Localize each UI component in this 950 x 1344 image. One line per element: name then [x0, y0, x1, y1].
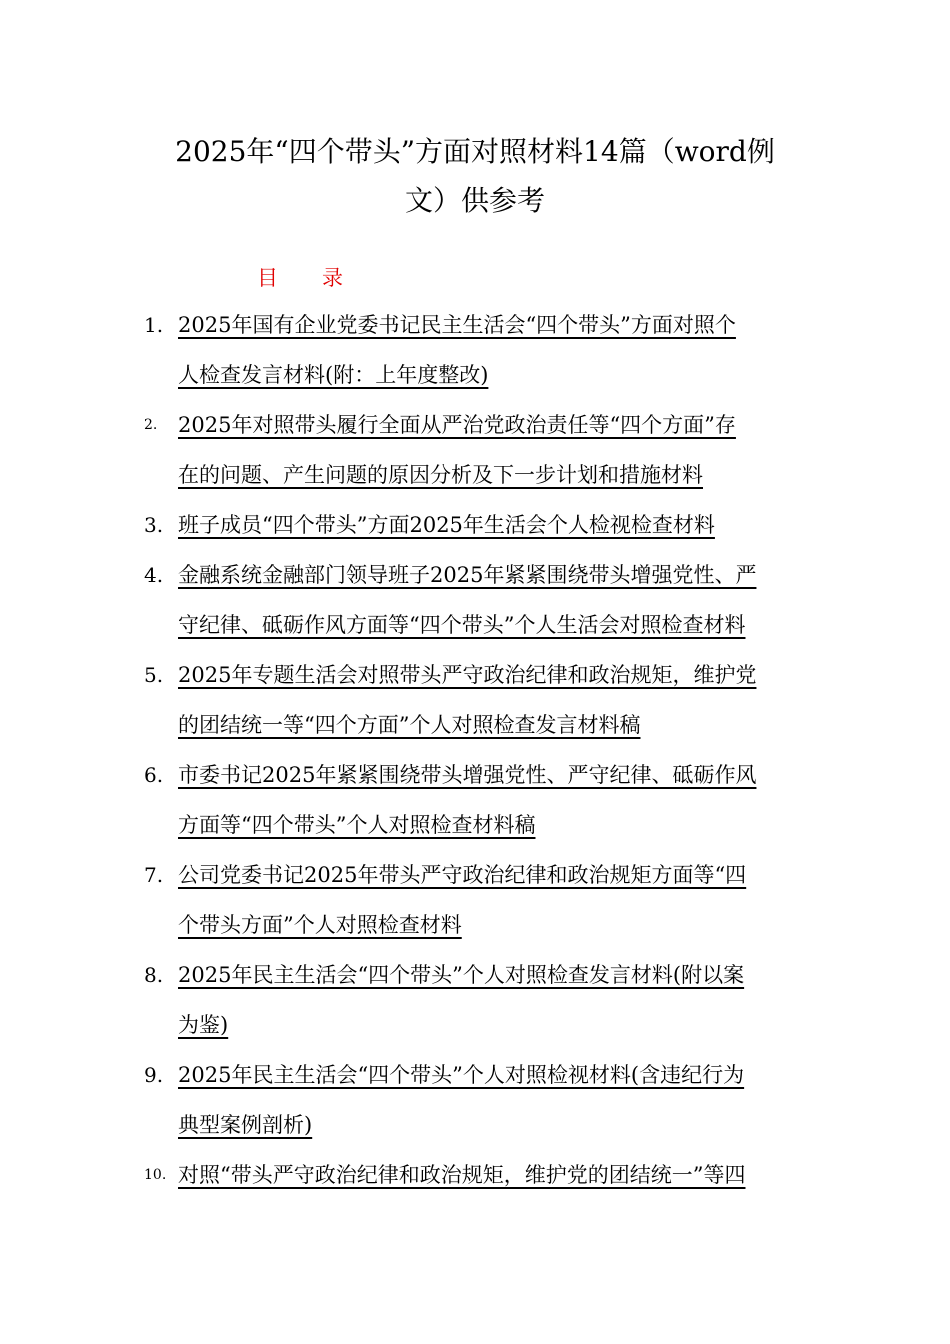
toc-item-number: 6. [144, 763, 164, 787]
toc-item-line [178, 800, 950, 850]
toc-item-line [178, 950, 950, 1000]
toc-item-line [178, 650, 950, 700]
toc-item-line [178, 450, 950, 500]
toc-item-number: 3. [144, 513, 164, 537]
toc-link[interactable]: 在的问题、产生问题的原因分析及下一步计划和措施材料 [178, 463, 703, 487]
toc-item-line [178, 750, 950, 800]
toc-item-number: 10. [144, 1167, 167, 1183]
toc-link[interactable]: 典型案例剖析) [178, 1113, 313, 1137]
toc-item [0, 950, 950, 1050]
toc-heading-gap [278, 266, 322, 290]
toc-item-line [178, 300, 950, 350]
toc-item-line [178, 1050, 950, 1100]
toc-link[interactable]: 方面等“四个带头”个人对照检查材料稿 [178, 813, 536, 837]
toc-item-line [178, 1000, 950, 1050]
toc-item [0, 550, 950, 650]
toc-item-number: 9. [144, 1063, 164, 1087]
toc-item [0, 300, 950, 400]
toc-heading [257, 262, 343, 292]
toc-link[interactable]: 为鉴) [178, 1013, 229, 1037]
toc-item-line [178, 550, 950, 600]
toc-link[interactable]: 的团结统一等“四个方面”个人对照检查发言材料稿 [178, 713, 641, 737]
toc-item [0, 750, 950, 850]
toc-link[interactable]: 班子成员“四个带头”方面2025年生活会个人检视检查材料 [178, 513, 715, 537]
toc-item-number: 7. [144, 863, 164, 887]
toc-item-line [178, 850, 950, 900]
toc-item [0, 850, 950, 950]
toc-link[interactable]: 公司党委书记2025年带头严守政治纪律和政治规矩方面等“四 [178, 863, 747, 887]
toc-link[interactable]: 2025年民主生活会“四个带头”个人对照检视材料(含违纪行为 [178, 1063, 745, 1087]
toc-link[interactable]: 守纪律、砥砺作风方面等“四个带头”个人生活会对照检查材料 [178, 613, 746, 637]
toc-item [0, 650, 950, 750]
toc-item [0, 1050, 950, 1150]
document-title-line-2: 文）供参考 [404, 184, 545, 217]
toc-link[interactable]: 对照“带头严守政治纪律和政治规矩，维护党的团结统一”等四 [178, 1163, 746, 1187]
toc-link[interactable]: 2025年国有企业党委书记民主生活会“四个带头”方面对照个 [178, 313, 736, 337]
toc-item-number: 8. [144, 963, 164, 987]
toc-item [0, 500, 950, 550]
toc-link[interactable]: 人检查发言材料(附：上年度整改) [178, 363, 489, 387]
toc-item-number: 1. [144, 313, 164, 337]
toc-item-number: 5. [144, 663, 164, 687]
toc-item-line [178, 400, 950, 450]
toc-item-line [178, 900, 950, 950]
toc-item-line [178, 500, 950, 550]
toc-item-line [178, 1100, 950, 1150]
toc-link[interactable]: 2025年专题生活会对照带头严守政治纪律和政治规矩，维护党 [178, 663, 757, 687]
toc-link[interactable]: 个带头方面”个人对照检查材料 [178, 913, 462, 937]
toc-item-line [178, 600, 950, 650]
toc-heading-char: 目 [257, 266, 278, 290]
toc-item [0, 400, 950, 500]
toc-item-line [178, 700, 950, 750]
toc-link[interactable]: 金融系统金融部门领导班子2025年紧紧围绕带头增强党性、严 [178, 563, 757, 587]
toc-item-number: 2. [144, 417, 158, 433]
toc-item [0, 1150, 950, 1200]
document-title-line-1: 2025年“四个带头”方面对照材料14篇（word例 [175, 135, 775, 168]
toc-link[interactable]: 2025年民主生活会“四个带头”个人对照检查发言材料(附以案 [178, 963, 745, 987]
toc-link[interactable]: 市委书记2025年紧紧围绕带头增强党性、严守纪律、砥砺作风 [178, 763, 757, 787]
toc-item-line [178, 350, 950, 400]
toc-link[interactable]: 2025年对照带头履行全面从严治党政治责任等“四个方面”存 [178, 413, 736, 437]
toc-heading-char: 录 [322, 266, 343, 290]
table-of-contents [0, 300, 950, 1200]
toc-item-line [178, 1150, 950, 1200]
toc-item-number: 4. [144, 563, 164, 587]
